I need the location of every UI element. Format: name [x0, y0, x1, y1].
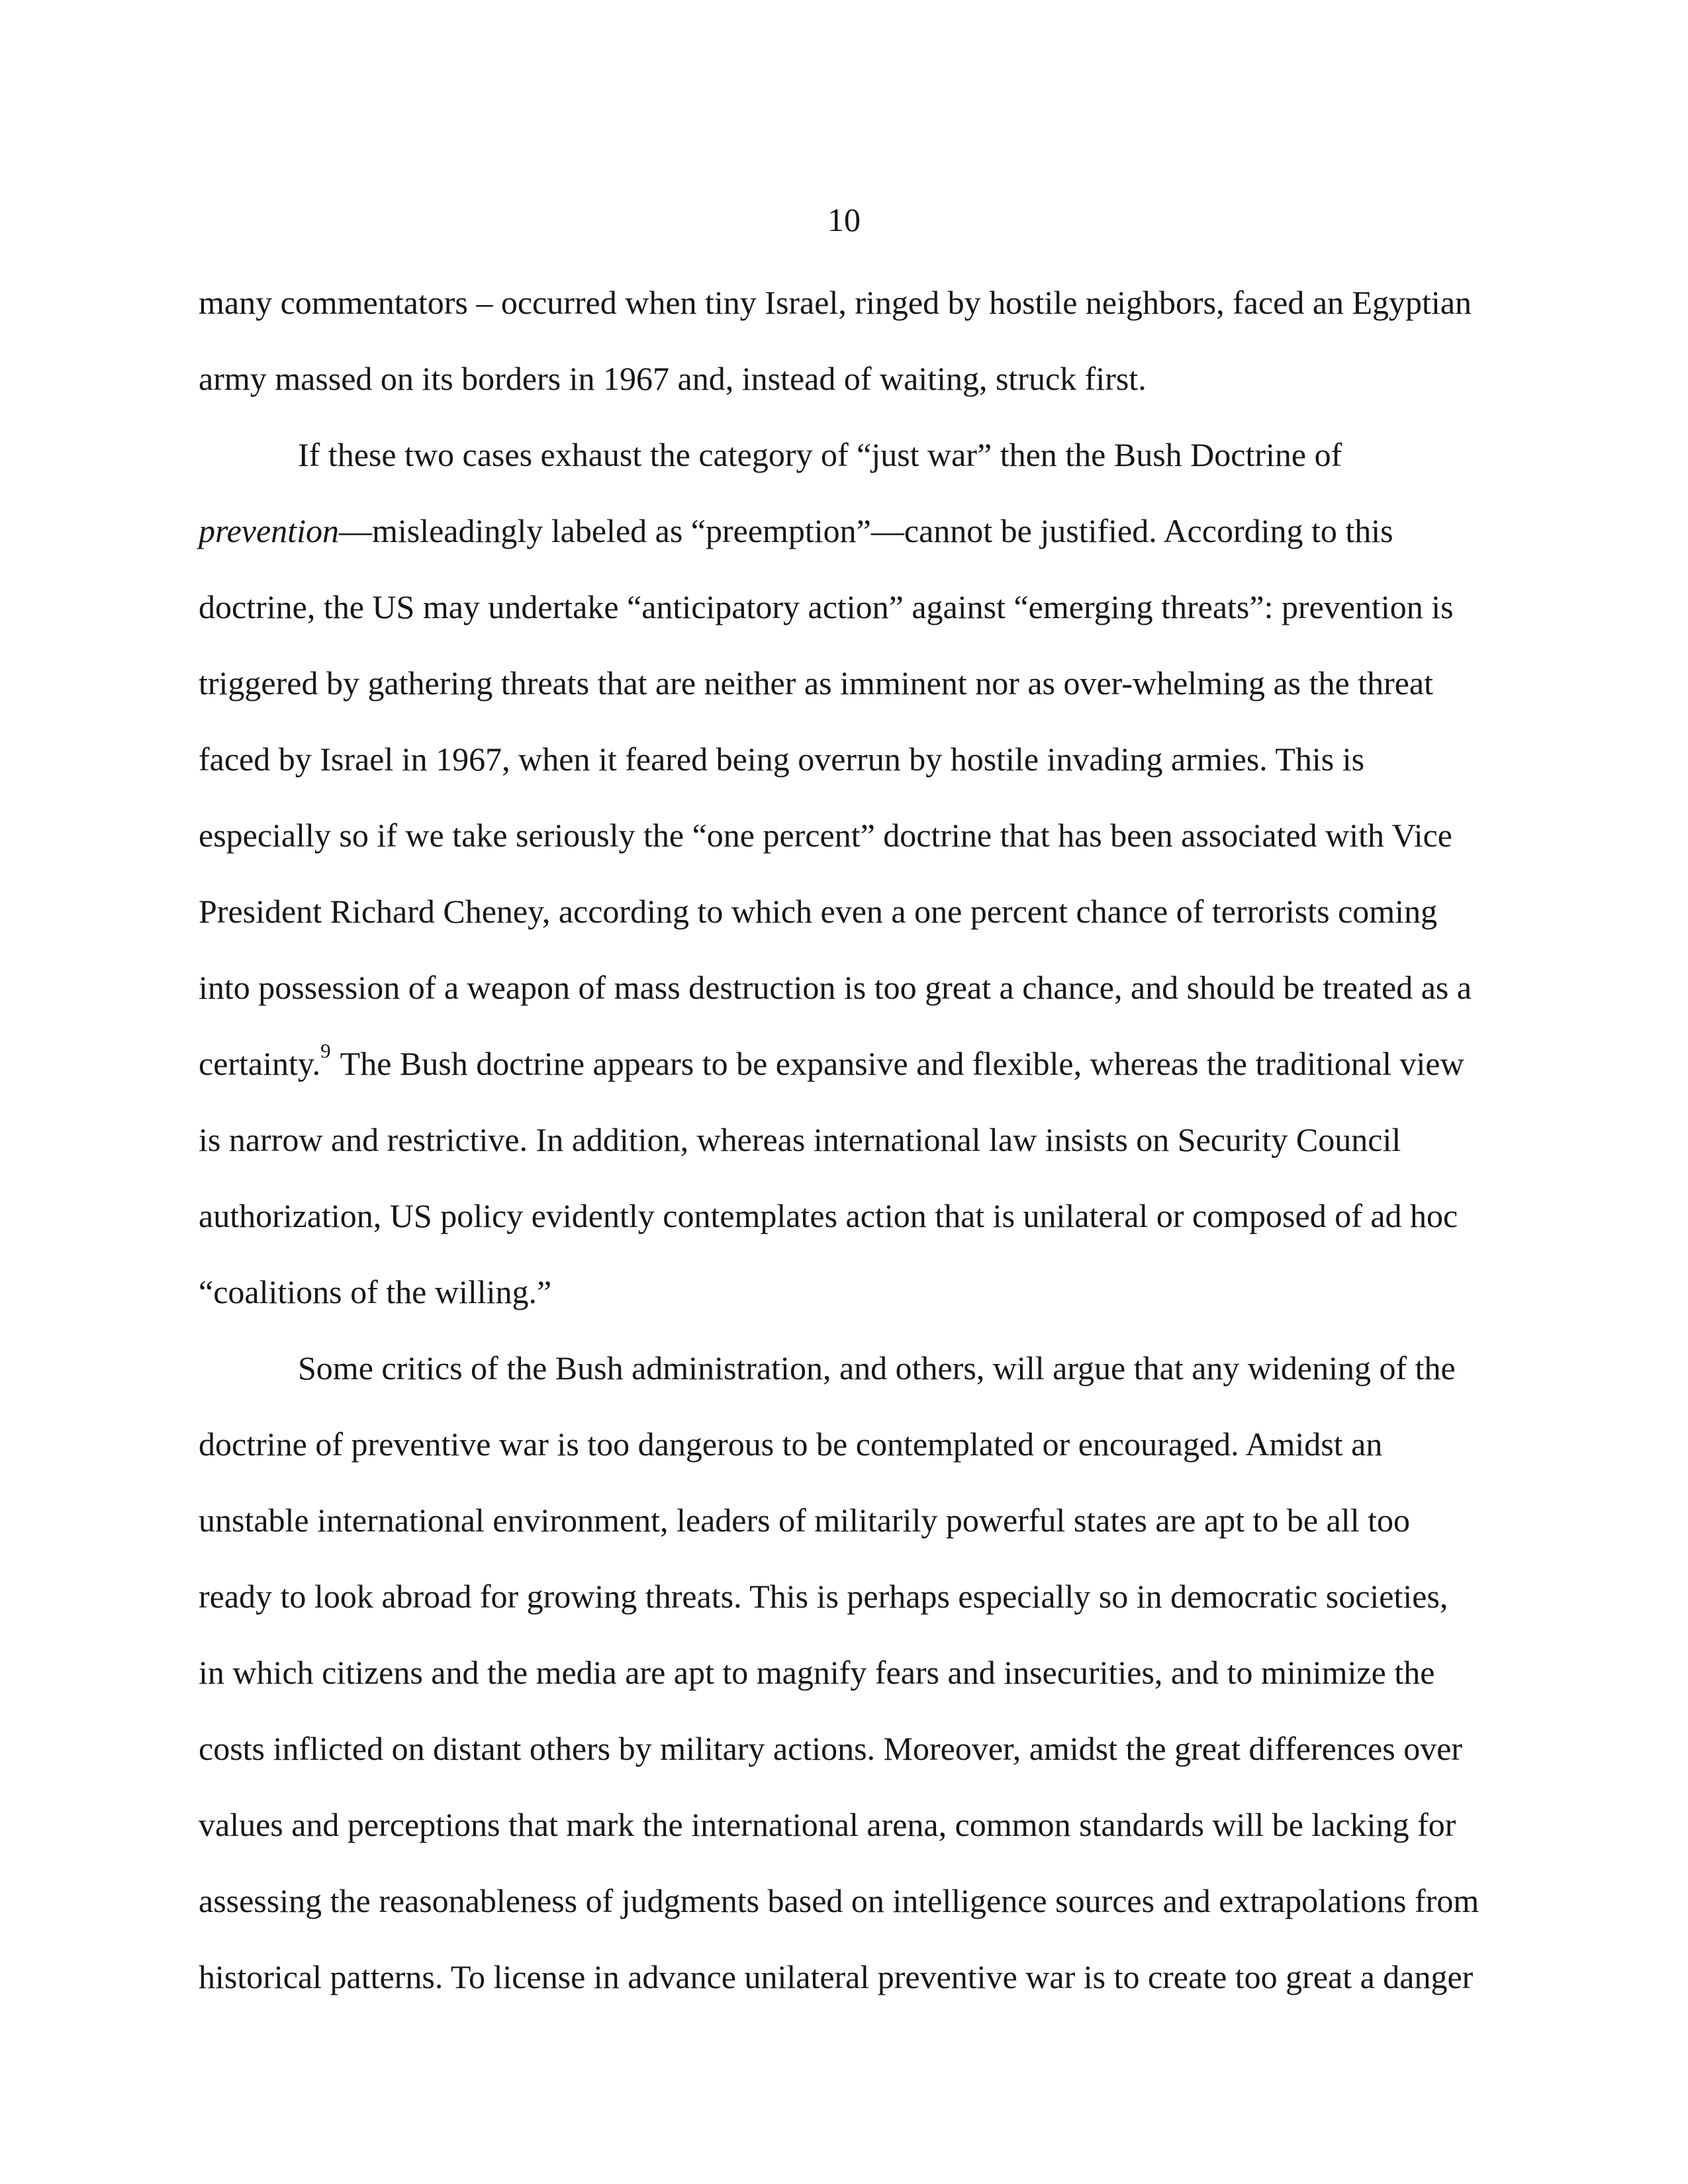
text-line: doctrine, the US may undertake “anticipatory action” against “emerging threats”: prevention is: [199, 588, 1454, 625]
paragraph-continued: [199, 265, 1489, 417]
text-line: Some critics of the Bush administration, and others, will argue that any widening of the: [298, 1349, 1456, 1387]
text-line: President Richard Cheney, according to which even a one percent chance of terrorists coming: [199, 893, 1438, 930]
text-line: costs inflicted on distant others by military actions. Moreover, amidst the great differences over: [199, 1730, 1463, 1767]
text-line: triggered by gathering threats that are neither as imminent nor as over-whelming as the threat: [199, 664, 1434, 702]
text-line: If these two cases exhaust the category of “just war” then the Bush Doctrine of: [298, 436, 1342, 473]
text-line: unstable international environment, leaders of militarily powerful states are apt to be all too: [199, 1502, 1410, 1539]
text-line: into possession of a weapon of mass destruction is too great a chance, and should be treated as a: [199, 969, 1472, 1006]
paragraph-critics: [199, 1330, 1489, 2015]
text-line: assessing the reasonableness of judgments based on intelligence sources and extrapolations from: [199, 1882, 1479, 1919]
text-line: values and perceptions that mark the international arena, common standards will be lacking for: [199, 1806, 1456, 1843]
footnote-marker[interactable]: 9: [320, 1039, 331, 1062]
text-line: historical patterns. To license in advance unilateral preventive war is to create too great a danger: [199, 1958, 1474, 1995]
text-line: faced by Israel in 1967, when it feared being overrun by hostile invading armies. This is: [199, 741, 1365, 778]
text-fragment: certainty.: [199, 1045, 321, 1082]
text-line: authorization, US policy evidently contemplates action that is unilateral or composed of ad hoc: [199, 1197, 1458, 1234]
text-line: [199, 1026, 1489, 1102]
body-text: [199, 265, 1489, 2015]
text-fragment: —misleadingly labeled as “preemption”—cannot be justified. According to this: [338, 512, 1393, 549]
text-line: many commentators – occurred when tiny Israel, ringed by hostile neighbors, faced an Egyptian: [199, 284, 1472, 321]
text-line: is narrow and restrictive. In addition, whereas international law insists on Security Council: [199, 1121, 1401, 1158]
text-fragment: The Bush doctrine appears to be expansive and flexible, whereas the traditional view: [340, 1045, 1464, 1082]
paragraph-bush-doctrine: [199, 417, 1489, 1330]
text-line: [199, 493, 1489, 569]
page-number: 10: [827, 201, 861, 238]
text-line: doctrine of preventive war is too dangerous to be contemplated or encouraged. Amidst an: [199, 1426, 1383, 1463]
text-line: in which citizens and the media are apt to magnify fears and insecurities, and to minimize the: [199, 1654, 1435, 1691]
italic-term: prevention: [199, 512, 339, 549]
text-line: army massed on its borders in 1967 and, instead of waiting, struck first.: [199, 360, 1147, 397]
text-line: ready to look abroad for growing threats. This is perhaps especially so in democratic societies,: [199, 1578, 1448, 1615]
text-line: especially so if we take seriously the “one percent” doctrine that has been associated with Vice: [199, 817, 1452, 854]
text-line: “coalitions of the willing.”: [199, 1273, 552, 1310]
